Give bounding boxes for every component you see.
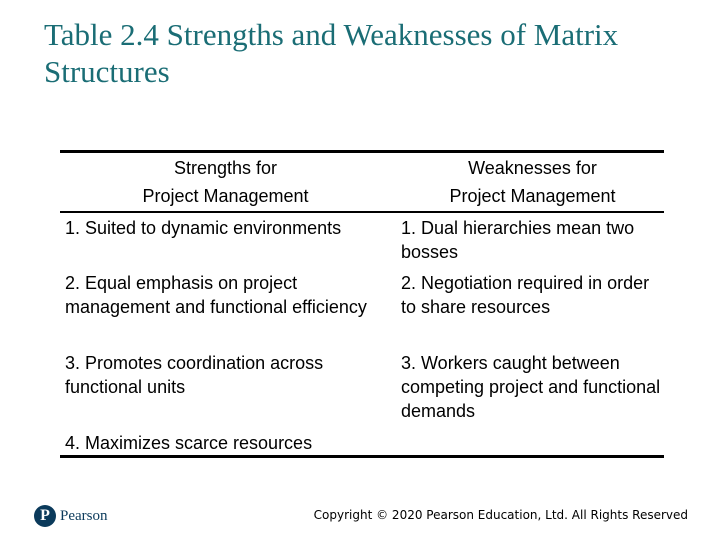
table-row: [60, 271, 664, 351]
weakness-cell: 1. Dual hierarchies mean two bosses: [401, 218, 635, 262]
weaknesses-header-line2: Project Management: [449, 186, 616, 206]
page-title: Table 2.4 Strengths and Weaknesses of Matrix Structures: [44, 17, 619, 89]
table-row: [60, 351, 664, 431]
strength-cell: 2. Equal emphasis on project management and functional efficiency: [65, 273, 367, 317]
pearson-logo-text: Pearson: [60, 507, 108, 524]
strengths-header: [60, 153, 394, 211]
weakness-cell: 3. Workers caught between competing project and functional demands: [401, 353, 661, 421]
weaknesses-header: [394, 153, 664, 211]
weaknesses-header-line1: Weaknesses for: [468, 158, 597, 178]
table-row: [60, 213, 664, 271]
strengths-header-line1: Strengths for: [173, 158, 278, 178]
table-row: [60, 431, 664, 455]
weakness-cell: 2. Negotiation required in order to share resources: [401, 273, 650, 317]
pearson-logo-icon: P: [34, 505, 56, 527]
strengths-weaknesses-table: [60, 150, 664, 458]
strength-cell: 1. Suited to dynamic environments: [65, 218, 342, 238]
copyright-notice: Copyright © 2020 Pearson Education, Ltd. All Rights Reserved: [313, 508, 688, 522]
strengths-header-line2: Project Management: [142, 186, 309, 206]
pearson-logo: [34, 505, 108, 527]
strength-cell: 4. Maximizes scarce resources: [65, 433, 313, 453]
table-header-row: [60, 153, 664, 213]
strength-cell: 3. Promotes coordination across functional units: [65, 353, 324, 397]
